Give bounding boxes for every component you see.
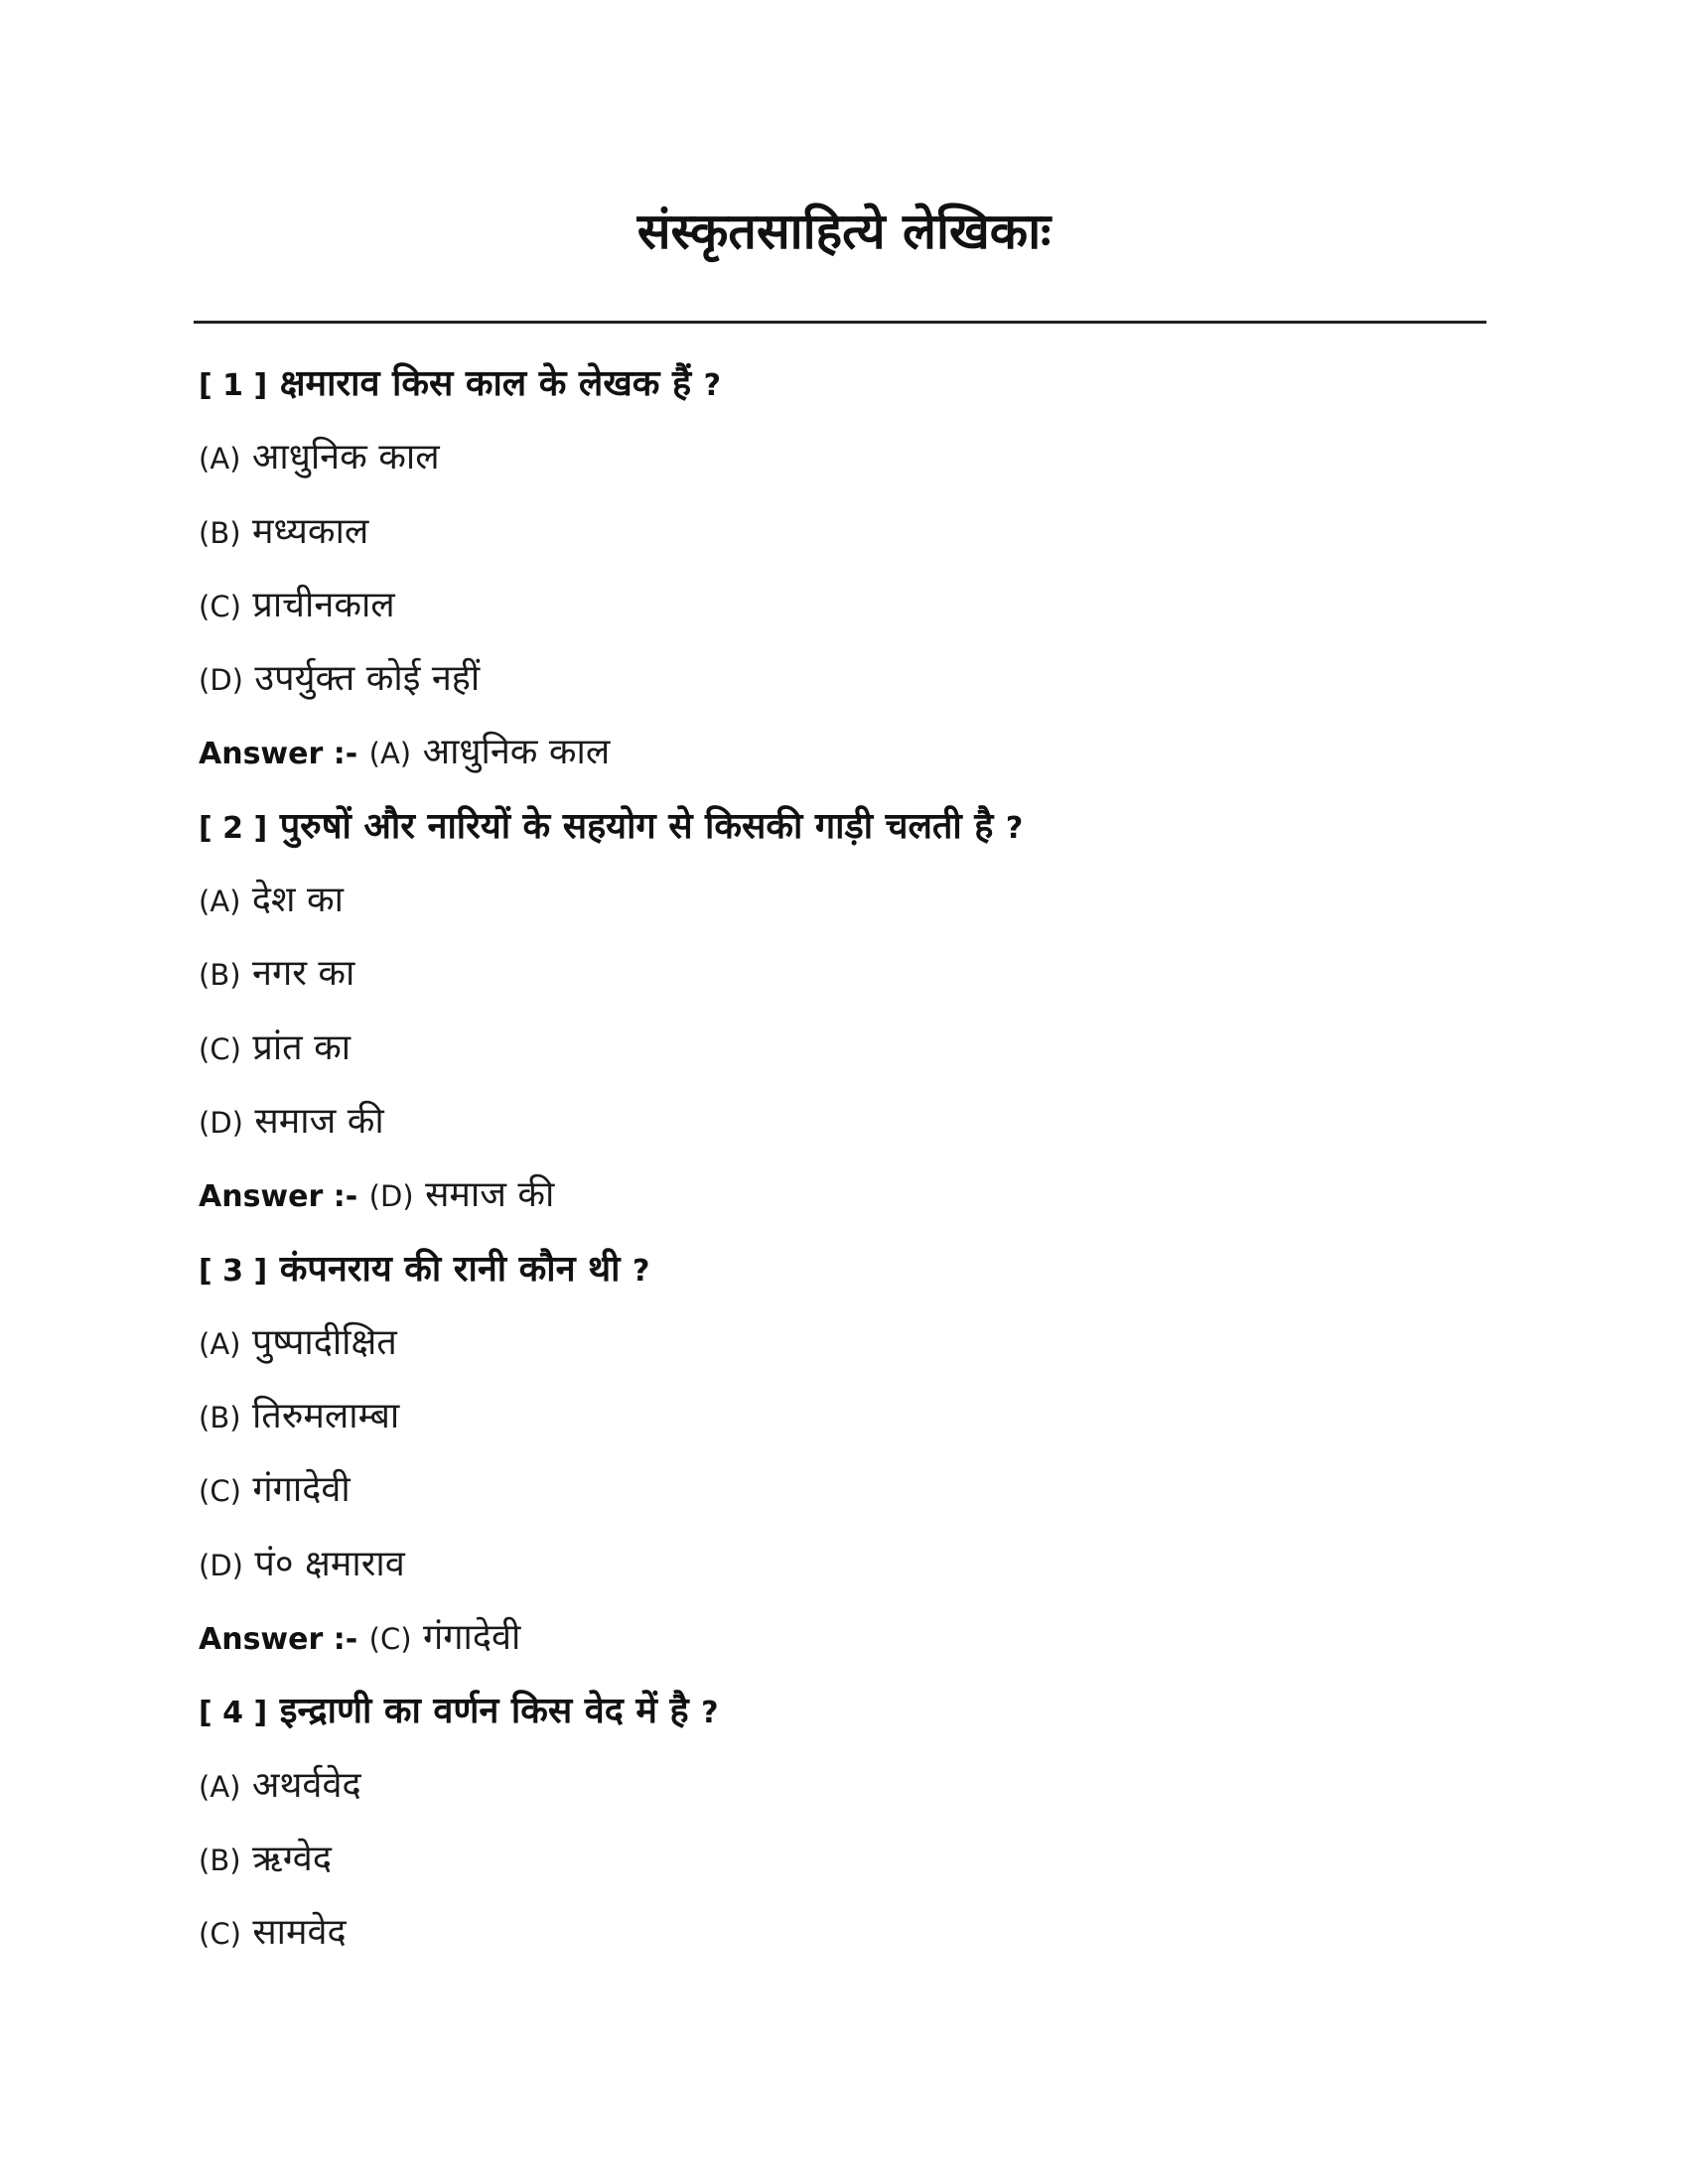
option-text: सामवेद <box>252 1912 347 1954</box>
question-text: इन्द्राणी का वर्णन किस वेद में है <box>279 1691 689 1732</box>
question-2-answer <box>199 1159 1489 1232</box>
question-1 <box>199 347 1489 421</box>
question-number: [ 2 ] <box>199 810 268 846</box>
option-letter: (B) <box>199 958 241 993</box>
option-letter: (B) <box>199 1401 241 1435</box>
option-letter: (D) <box>199 1105 243 1140</box>
answer-text: आधुनिक काल <box>422 732 611 773</box>
question-2 <box>199 790 1489 864</box>
question-4-option-b <box>199 1823 1489 1896</box>
question-3-answer <box>199 1601 1489 1675</box>
option-letter: (B) <box>199 1843 241 1877</box>
option-text: प्राचीनकाल <box>252 584 395 625</box>
option-letter: (C) <box>199 589 241 623</box>
question-2-option-c <box>199 1012 1489 1085</box>
question-number: [ 3 ] <box>199 1253 268 1289</box>
question-text: पुरुषों और नारियों के सहयोग से किसकी गाड़ी चलती है <box>279 805 994 847</box>
option-text: पुष्पादीक्षित <box>251 1321 397 1363</box>
question-4 <box>199 1675 1489 1748</box>
question-4-option-c <box>199 1896 1489 1970</box>
option-text: मध्यकाल <box>251 510 369 552</box>
option-text: गंगादेवी <box>252 1469 351 1511</box>
question-1-option-d <box>199 642 1489 716</box>
question-1-answer <box>199 716 1489 789</box>
question-2-option-d <box>199 1085 1489 1159</box>
option-text: नगर का <box>251 953 355 995</box>
question-text: कंपनराय की रानी कौन थी <box>279 1248 621 1290</box>
option-text: तिरुमलाम्बा <box>251 1396 400 1437</box>
answer-label: Answer :- <box>199 737 358 772</box>
option-text: अथर्ववेद <box>251 1764 361 1806</box>
answer-letter: (C) <box>368 1622 412 1657</box>
question-3-option-d <box>199 1528 1489 1601</box>
option-letter: (B) <box>199 515 241 550</box>
question-list <box>199 347 1489 1971</box>
option-letter: (D) <box>199 1548 243 1582</box>
answer-label: Answer :- <box>199 1179 358 1215</box>
option-text: ऋग्वेद <box>251 1838 332 1879</box>
question-3 <box>199 1233 1489 1306</box>
option-text: पं० क्षमाराव <box>254 1543 405 1584</box>
answer-text: गंगादेवी <box>422 1617 521 1659</box>
option-text: देश का <box>251 880 344 921</box>
question-3-option-b <box>199 1380 1489 1453</box>
option-letter: (C) <box>199 1031 241 1066</box>
question-number: [ 4 ] <box>199 1696 268 1731</box>
title-divider <box>194 321 1486 324</box>
answer-label: Answer :- <box>199 1622 358 1658</box>
option-letter: (A) <box>199 1326 241 1361</box>
option-text: समाज की <box>254 1100 384 1142</box>
answer-text: समाज की <box>425 1174 555 1216</box>
question-3-option-a <box>199 1306 1489 1380</box>
answer-letter: (D) <box>368 1179 414 1214</box>
question-mark: ? <box>701 1696 719 1731</box>
question-mark: ? <box>633 1253 650 1289</box>
question-4-option-a <box>199 1749 1489 1823</box>
option-letter: (A) <box>199 1769 241 1804</box>
option-letter: (D) <box>199 663 243 698</box>
option-text: आधुनिक काल <box>251 437 440 478</box>
question-1-option-b <box>199 495 1489 569</box>
option-letter: (C) <box>199 1917 241 1952</box>
question-mark: ? <box>1005 810 1024 846</box>
question-text: क्षमाराव किस काल के लेखक हैं <box>279 363 692 404</box>
question-1-option-a <box>199 421 1489 494</box>
question-2-option-b <box>199 937 1489 1011</box>
page-title: संस्कृतसाहित्ये लेखिकाः <box>636 203 1052 260</box>
question-1-option-c <box>199 569 1489 642</box>
question-3-option-c <box>199 1453 1489 1527</box>
option-text: प्रांत का <box>252 1026 352 1068</box>
answer-letter: (A) <box>368 737 412 771</box>
question-mark: ? <box>703 368 722 403</box>
option-letter: (A) <box>199 885 241 919</box>
question-2-option-a <box>199 864 1489 937</box>
option-letter: (A) <box>199 442 241 477</box>
question-number: [ 1 ] <box>199 368 268 403</box>
option-letter: (C) <box>199 1474 241 1509</box>
option-text: उपर्युक्त कोई नहीं <box>254 658 481 700</box>
